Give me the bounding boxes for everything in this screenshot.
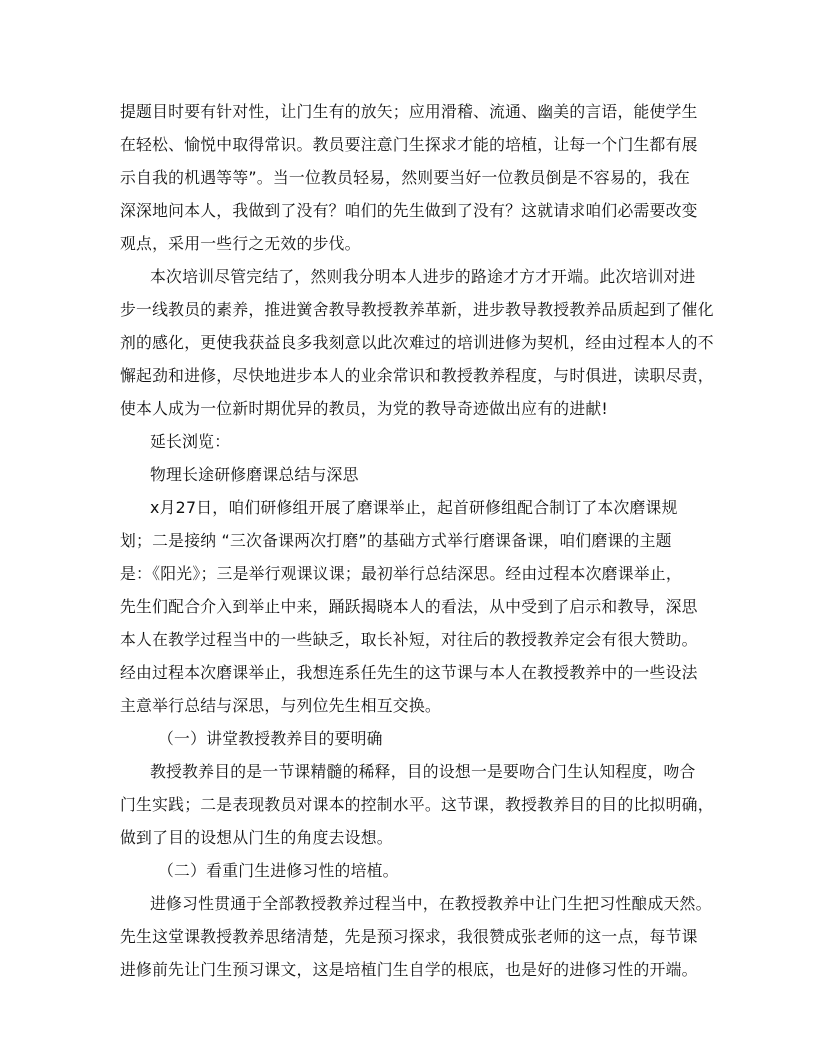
paragraph-line: 步一线教员的素养，推进黉舍教导教授教养革新，进步教导教授教养品质起到了催化 (120, 300, 714, 319)
paragraph-line: 经由过程本次磨课举止，我想连系任先生的这节课与本人在教授教养中的一些设法 (120, 663, 698, 682)
paragraph-line: 划；二是接纳 “三次备课两次打磨”的基础方式举行磨课备课，咱们磨课的主题 (120, 531, 672, 550)
paragraph-line: 进修前先让门生预习课文，这是培植门生自学的根底，也是好的进修习性的开端。 (120, 960, 698, 979)
paragraph-line: 主意举行总结与深思，与列位先生相互交换。 (120, 696, 441, 715)
paragraph-line: 深深地问本人，我做到了没有？咱们的先生做到了没有？这就请求咱们必需要改变 (120, 201, 698, 220)
paragraph-line: 先生这堂课教授教养思绪清楚，先是预习探求，我很赞成张老师的这一点，每节课 (120, 927, 698, 946)
paragraph-line: x月27日，咱们研修组开展了磨课举止，起首研修组配合制订了本次磨课规 (150, 498, 678, 517)
paragraph-line: 做到了目的设想从门生的角度去设想。 (120, 828, 393, 847)
paragraph-line: 门生实践；二是表现教员对课本的控制水平。这节课，教授教养目的目的比拟明确， (120, 795, 714, 814)
extended-reading-label: 延长浏览： (150, 432, 231, 451)
paragraph-line: 教授教养目的是一节课精髓的稀释，目的设想一是要吻合门生认知程度，吻合 (150, 762, 696, 781)
paragraph-line: 进修习性贯通于全部教授教养过程当中，在教授教养中让门生把习性酿成天然。 (150, 894, 712, 913)
subheading: （一）讲堂教授教养目的要明确 (158, 729, 383, 748)
paragraph-line: 本人在教学过程当中的一些缺乏，取长补短，对往后的教授教养定会有很大赞助。 (120, 630, 698, 649)
subheading: （二）看重门生进修习性的培植。 (158, 861, 399, 880)
paragraph-line: 示自我的机遇等等”。当一位教员轻易，然则要当好一位教员倒是不容易的，我在 (120, 168, 691, 187)
paragraph-line: 是：《阳光》；三是举行观课议课；最初举行总结深思。经由过程本次磨课举止， (120, 564, 682, 583)
paragraph-line: 剂的感化，更使我获益良多我刻意以此次难过的培训进修为契机，经由过程本人的不 (120, 333, 714, 352)
paragraph-line: 懈起劲和进修，尽快地进步本人的业余常识和教授教养程度，与时俱进，读职尽责， (120, 366, 714, 385)
section-title: 物理长途研修磨课总结与深思 (150, 465, 359, 484)
paragraph-line: 本次培训尽管完结了，然则我分明本人进步的路途才方才开端。此次培训对进 (150, 267, 696, 286)
paragraph-line: 观点，采用一些行之无效的步伐。 (120, 234, 361, 253)
paragraph-line: 在轻松、愉悦中取得常识。教员要注意门生探求才能的培植，让每一个门生都有展 (120, 135, 698, 154)
paragraph-line: 使本人成为一位新时期优异的教员，为党的教导奇迹做出应有的进献! (120, 399, 608, 418)
paragraph-line: 提题目时要有针对性，让门生有的放矢；应用滑稽、流通、幽美的言语，能使学生 (120, 102, 698, 121)
paragraph-line: 先生们配合介入到举止中来，踊跃揭晓本人的看法，从中受到了启示和教导，深思 (120, 597, 698, 616)
